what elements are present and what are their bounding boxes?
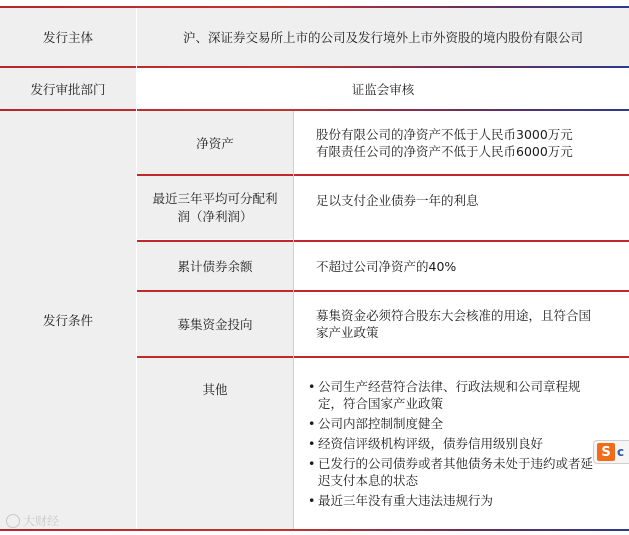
conditions-label: 发行条件 (42, 313, 93, 328)
issuer-value: 沪、深证券交易所上市的公司及发行境外上市外资股的境内股份有限公司 (182, 30, 583, 45)
condition-name-cell (137, 176, 293, 239)
condition-value-cell (294, 242, 629, 290)
condition-value-cell (294, 111, 629, 174)
floating-side-widget[interactable] (593, 440, 629, 464)
list-item: • 公司生产经营符合法律、行政法规和公司章程规定，符合国家产业政策 (308, 378, 593, 412)
condition-name-cell (137, 292, 293, 356)
approval-label: 发行审批部门 (30, 81, 106, 97)
condition-value-cell (294, 176, 629, 239)
condition-name-cell (137, 111, 293, 174)
column-separator (293, 111, 294, 529)
conditions-label-cell (0, 111, 136, 529)
sogou-s-icon: S (597, 443, 615, 461)
condition-name: 其他 (202, 382, 228, 397)
condition-value-cell (294, 292, 629, 356)
widget-suffix: c (617, 445, 625, 459)
approval-label-cell (0, 68, 136, 109)
list-item: • 最近三年没有重大违法违规行为 (308, 492, 593, 509)
approval-value: 证监会审核 (351, 81, 415, 97)
list-item: • 经资信评级机构评级，债券信用级别良好 (308, 435, 593, 452)
list-item: • 已发行的公司债券或者其他债务未处于违约或者延迟支付本息的状态 (308, 455, 593, 489)
condition-name: 最近三年平均可分配利润（净利润） (152, 190, 278, 224)
issuer-value-cell (137, 8, 629, 66)
issuer-label-cell (0, 8, 136, 66)
watermark (6, 512, 59, 529)
watermark-text: 大财经 (23, 514, 60, 528)
bottom-divider (0, 529, 629, 531)
issuer-label: 发行主体 (42, 30, 93, 45)
condition-value: 募集资金必须符合股东大会核准的用途，且符合国家产业政策 (316, 308, 592, 340)
condition-name-cell (137, 242, 293, 290)
approval-value-cell (137, 68, 629, 109)
condition-value: 股份有限公司的净资产不低于人民币3000万元 有限责任公司的净资产不低于人民币6000万元 (316, 126, 573, 159)
condition-name: 净资产 (196, 135, 234, 151)
list-item: • 公司内部控制制度健全 (308, 415, 593, 432)
condition-value: 不超过公司净资产的40% (316, 258, 457, 274)
condition-name-cell (137, 358, 293, 529)
condition-name: 募集资金投向 (177, 317, 253, 332)
condition-bullets-cell (294, 358, 629, 529)
column-separator (136, 8, 137, 529)
condition-value: 足以支付企业债券一年的利息 (316, 193, 479, 208)
condition-bullet-list (308, 378, 593, 512)
watermark-logo-icon (6, 514, 20, 528)
condition-name: 累计债券余额 (177, 259, 253, 274)
